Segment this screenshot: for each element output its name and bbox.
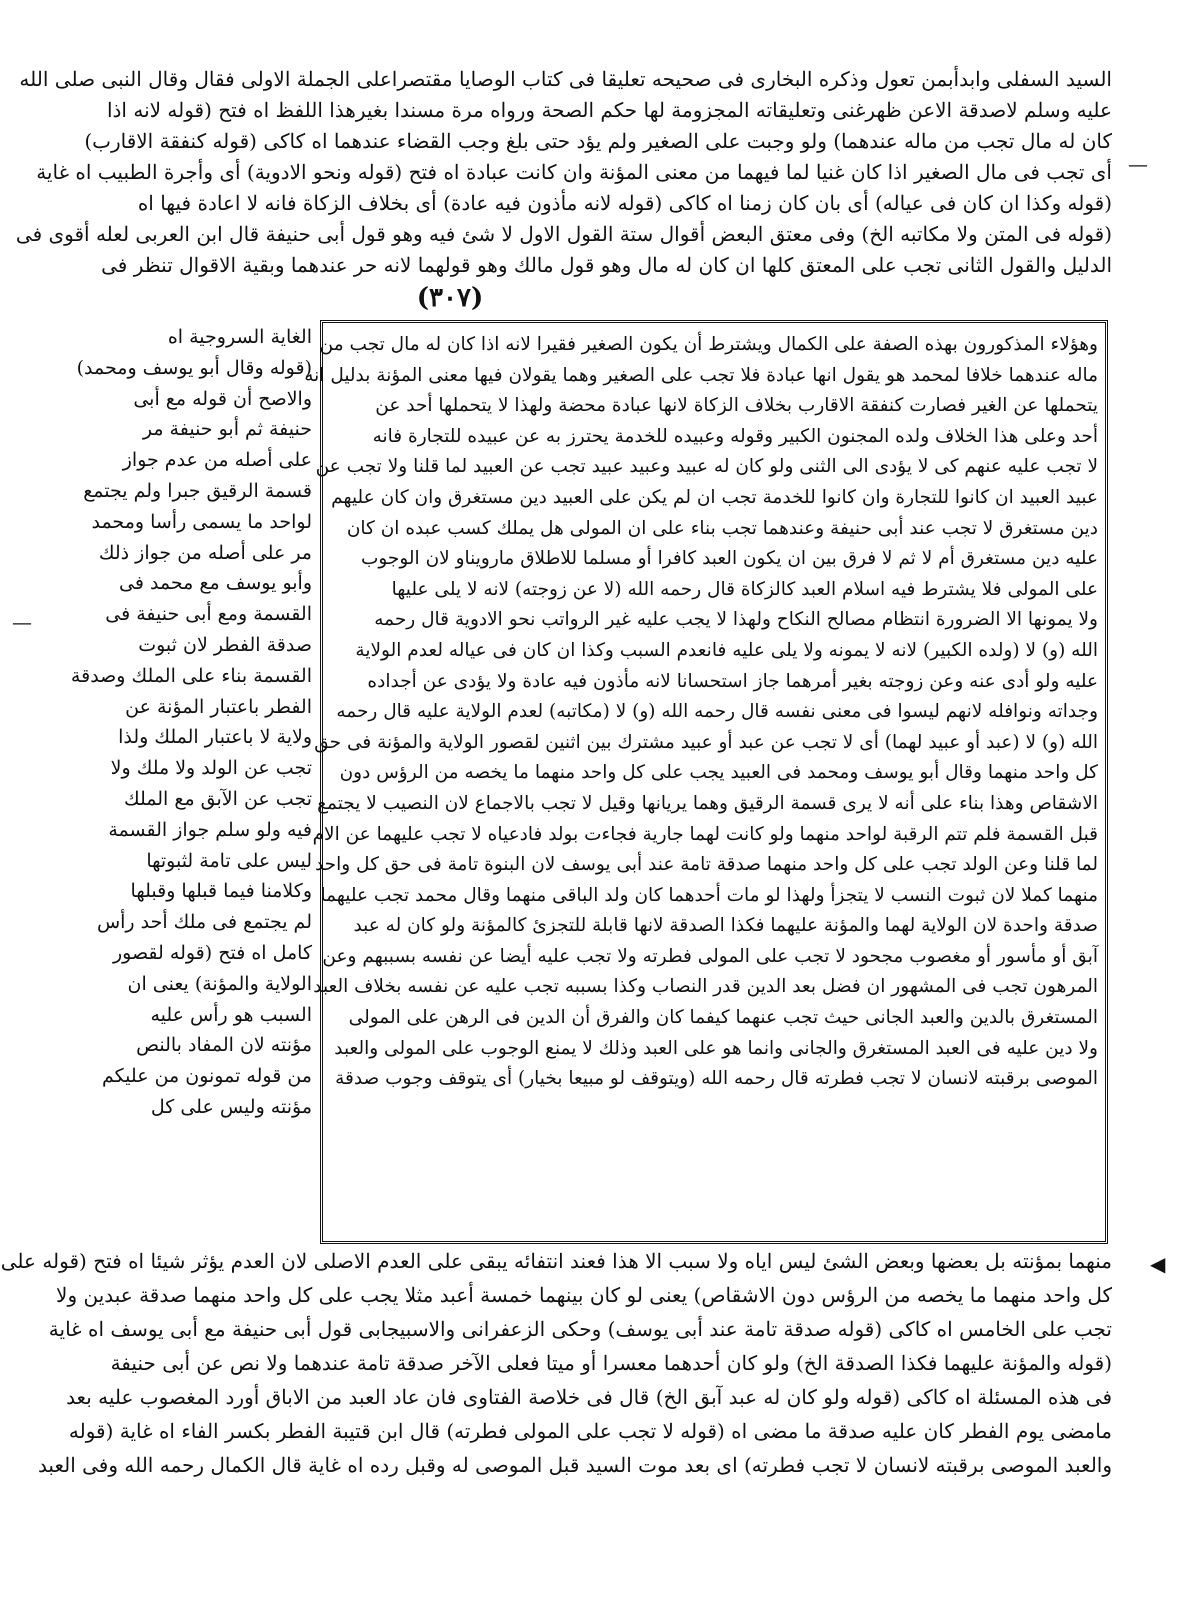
- text-line: تجب عن الولد ولا ملك ولا: [110, 757, 312, 780]
- margin-tick-mark: —: [1128, 152, 1148, 176]
- text-line: عبيد العبيد ان كانوا للتجارة وان كانوا للخدمة تجب ان لم يكن على العبيد دين مستغرق وان كان عليهم: [331, 486, 1098, 508]
- text-line: قبل القسمة فلم تتم الرقبة لواحد منهما ولو كانت لهما جارية فجاءت بولد فادعياه لا تجب عليهما عن الام: [312, 823, 1098, 845]
- text-line: مر على أصله من جواز ذلك: [98, 541, 312, 564]
- main-text: [304, 330, 1098, 1095]
- text-line: الولاية والمؤنة) يعنى ان: [127, 972, 312, 995]
- text-line: ليس على تامة لثبوتها: [146, 849, 312, 872]
- text-line: الغاية السروجية اه: [167, 326, 312, 348]
- text-line: القسمة ومع أبى حنيفة فى: [105, 603, 312, 626]
- text-line: القسمة بناء على الملك وصدقة: [70, 664, 312, 687]
- text-line: آبق أو مأسور أو مغصوب مجحود لا تجب على المولى فطرته ولا تجب عليه أيضا عن نفسه بسببهم وعن: [322, 945, 1098, 967]
- text-line: يتحملها عن الغير فصارت كنفقة الاقارب بخلاف الزكاة لانها عبادة محضة ولهذا لا يتحملها أحد عن: [375, 395, 1098, 417]
- text-line: والاصح أن قوله مع أبى: [133, 387, 312, 410]
- text-line: وأبو يوسف مع محمد فى: [118, 572, 312, 595]
- text-line: تجب على الخامس اه كاكى (قوله صدقة تامة عند أبى يوسف) وحكى الزعفرانى والاسبيجابى قول أبى حنيفة مع أبى يوسف اه غاية: [48, 1317, 1112, 1341]
- text-line: على أصله من عدم جواز: [122, 449, 312, 472]
- text-line: عليه دين مستغرق أم لا ثم لا فرق بين ان يكون العبد كافرا أو مسلما للاطلاق مارويناو لان الوجوب: [360, 548, 1098, 570]
- text-line: (قوله وقال أبو يوسف ومحمد): [76, 356, 312, 379]
- text-line: منهما كملا لان ثبوت النسب لا يتجزأ ولهذا لو مات أحدهما كان ولد الباقى منهما وقال محمد تجب عليهما: [320, 884, 1098, 906]
- text-line: على المولى فلا يشترط فيه اسلام العبد كالزكاة قال رحمه الله (لا عن زوجته) لانه لا يلى عليها: [391, 578, 1098, 600]
- commentary-top: [15, 64, 1112, 281]
- text-line: وهؤلاء المذكورون بهذه الصفة على الكمال ويشترط أن يكون الصغير فقيرا لانه اذا كان له مال تجب من: [319, 334, 1098, 355]
- text-line: الفطر باعتبار المؤنة عن: [125, 695, 312, 718]
- text-line: فيه ولو سلم جواز القسمة: [108, 818, 312, 841]
- text-line: مامضى يوم الفطر كان عليه صدقة ما مضى اه (قوله لا تجب على المولى فطرته) قال ابن قتيبة الفطر بكسر الفاء اه غاية (قوله: [68, 1419, 1112, 1443]
- margin-commentary: [70, 322, 312, 1123]
- text-line: ولا دين عليه فى العبد المستغرق والجانى وانما هو على العبد وذلك لا يمنع الوجوب على المولى والعبد: [334, 1037, 1098, 1059]
- text-line: الله (و) لا (ولده الكبير) لانه لا يمونه ولا يلى عليه فانعدم السبب وكذا ان كان فى عياله لعدم الولاية: [355, 639, 1098, 661]
- text-line: كان له مال تجب من ماله عندهما) ولو وجبت على الصغير ولم يؤد حتى بلغ وجب القضاء عندهما اه كاكى (قوله كنفقة الاقارب): [84, 129, 1112, 153]
- text-line: الله (و) لا (عبد أو عبيد لهما) أى لا تجب عن عبد أو عبيد مشترك بين اثنين لقصور الولاية والمؤنة فى حق: [314, 731, 1098, 753]
- text-line: صدقة واحدة لان الولاية لهما والمؤنة عليهما فكذا الصدقة لانها قابلة للتجزئ كالمؤنة ولو كان له عبد: [353, 915, 1098, 937]
- text-line: لم يجتمع فى ملك أحد رأس: [96, 911, 312, 934]
- text-line: ولا يمونها الا الضرورة انتظام مصالح النكاح ولهذا لا يجب عليه غير الرواتب نحو الادوية قال رحمه: [374, 609, 1098, 631]
- text-line: صدقة الفطر لان ثبوت: [138, 633, 312, 656]
- text-line: وكلامنا فيما قبلها وقبلها: [130, 880, 312, 903]
- text-line: فى هذه المسئلة اه كاكى (قوله ولو كان له عبد آبق الخ) قال فى خلاصة الفتاوى فان عاد العبد من الاباق أورد المغصوب عليه بعد: [66, 1385, 1112, 1409]
- text-line: الدليل والقول الثانى تجب على المعتق كلها ان كان له مال وهو قول مالك وهو قولهما لانه حر عندهما وبقية الاقوال تنظر فى: [101, 253, 1112, 277]
- text-line: السبب هو رأس عليه: [150, 1003, 312, 1026]
- text-line: قسمة الرقيق جبرا ولم يجتمع: [83, 479, 312, 502]
- text-line: من قوله تمونون من عليكم: [102, 1065, 312, 1088]
- page-number: (٣٠٧): [416, 283, 484, 313]
- text-line: ولاية لا باعتبار الملك ولذا: [118, 726, 312, 749]
- text-line: دين مستغرق لا تجب عند أبى حنيفة وعندهما تجب بناء على ان المولى هل يملك كسب عبده ان كان: [346, 517, 1098, 539]
- text-line: السيد السفلى وابدأبمن تعول وذكره البخارى فى صحيحه تعليقا فى كتاب الوصايا مقتصراعلى الجملة الاولى فقال وقال النبى صلى الله: [19, 67, 1112, 91]
- text-line: (قوله والمؤنة عليهما فكذا الصدقة الخ) ولو كان أحدهما معسرا أو ميتا فعلى الآخر صدقة تامة عندهما ولا نص عن أبى حنيفة: [110, 1351, 1112, 1375]
- text-line: عليه وسلم لاصدقة الاعن ظهرغنى وتعليقاته المجزومة لها حكم الصحة ورواه مرة مسندا بغيرهذا اللفظ اه فتح (قوله لانه اذا: [106, 98, 1112, 122]
- text-line: الاشقاص وهذا بناء على أنه لا يرى قسمة الرقيق وهما يريانها وقيل لا تجب بالاجماع لان النصيب لا يجتمع: [317, 792, 1098, 814]
- commentary-bottom: [0, 1244, 1112, 1482]
- text-line: كل واحد منهما وقال أبو يوسف ومحمد فى العبيد يجب على كل واحد منهما ما يخصه من الرؤس دون: [339, 762, 1098, 784]
- text-line: لما قلنا وعن الولد تجب على كل واحد منهما صدقة تامة عند أبى يوسف لان البنوة تامة فى حق كل واحد: [314, 854, 1098, 876]
- text-line: منهما بمؤنته بل بعضها وبعض الشئ ليس اياه ولا سبب الا هذا فعند انتفائه يبقى على العدم الاصلى لان العدم يؤثر شيئا اه فتح (قوله على: [0, 1249, 1112, 1273]
- text-line: المرهون تجب فى المشهور ان فضل بعد الدين قدر النصاب وكذا بسببه تجب عليه عن نفسه بخلاف العبد: [313, 976, 1098, 998]
- margin-arrow-mark: ◀: [1150, 1252, 1166, 1276]
- text-line: ماله عندهما خلافا لمحمد هو يقول انها عبادة فلا تجب على الصغير وهما يقولان فيها معنى المؤنة بدليل انه: [304, 364, 1098, 386]
- text-line: (قوله وكذا ان كان فى عياله) أى بان كان زمنا اه كاكى (قوله لانه مأذون فيه عادة) أى بخلاف الزكاة فانه لا اعادة فيها اه: [137, 191, 1112, 215]
- text-line: وجداته ونوافله لانهم ليسوا فى معنى نفسه قال رحمه الله (و) لا (مكاتبه) لعدم الولاية عليه قال رحمه: [336, 701, 1098, 723]
- text-line: حنيفة ثم أبو حنيفة مر: [142, 418, 312, 441]
- text-line: كل واحد منهما ما يخصه من الرؤس دون الاشقاص) يعنى لو كان بينهما خمسة أعبد مثلا يجب على كل واحد منهما صدقة عبدين ولا: [56, 1283, 1112, 1307]
- text-line: (قوله فى المتن ولا مكاتبه الخ) وفى معتق البعض أقوال ستة القول الاول لا شئ فيه وهو قول أبى حنيفة قال ابن العربى لعله أقوى فى: [15, 222, 1112, 246]
- text-line: والعبد الموصى برقبته لانسان لا تجب فطرته) اى بعد موت السيد قبل الموصى له وقبل رده اه غاية قال الكمال رحمه الله وفى العبد: [37, 1453, 1112, 1477]
- text-line: المستغرق بالدين والعبد الجانى حيث تجب عنهما كيفما كان والفرق أن الدين فى الرهن على المولى: [348, 1007, 1098, 1029]
- text-line: تجب عن الآبق مع الملك: [123, 787, 312, 810]
- text-line: مؤنته وليس على كل: [150, 1095, 312, 1118]
- text-line: لواحد ما يسمى رأسا ومحمد: [91, 510, 312, 533]
- text-line: أحد وعلى هذا الخلاف ولده المجنون الكبير وقوله وعبيده للخدمة يحترز به عن عبيده للتجارة فانه: [372, 425, 1098, 447]
- text-line: الموصى برقبته لانسان لا تجب فطرته قال رحمه الله (ويتوقف لو مبيعا بخيار) أى يتوقف وجوب صدقة: [335, 1068, 1098, 1090]
- text-line: أى تجب فى مال الصغير اذا كان غنيا لما فيهما من معنى المؤنة وان كانت عبادة اه فتح (قوله ونحو الادوية) أى وأجرة الطبيب اه غاية: [36, 160, 1112, 184]
- text-line: كامل اه فتح (قوله لقصور: [112, 941, 312, 964]
- text-line: عليه ولو أدى عنه وعن زوجته بغير أمرهما جاز استحسانا لانه مأذون فيه عادة ولا يؤدى عن أجداده: [367, 670, 1098, 692]
- text-line: مؤنته لان المفاد بالنص: [136, 1034, 312, 1057]
- text-line: لا تجب عليه عنهم كى لا يؤدى الى الثنى ولو كان له عبيد وعبيد عبيد تجب عن العبيد لما قلنا ولا تجب عن: [315, 456, 1098, 478]
- margin-tick-mark: —: [12, 610, 32, 634]
